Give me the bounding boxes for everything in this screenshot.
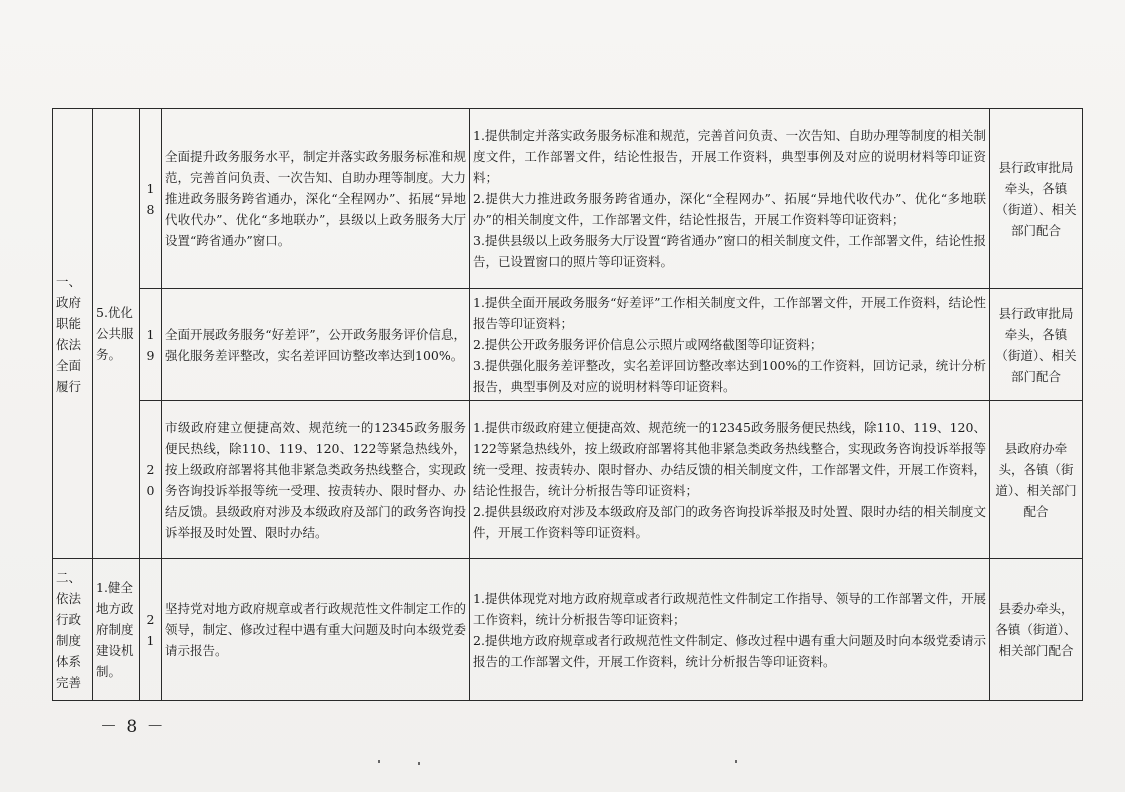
table-row	[53, 559, 1083, 701]
subcategory-cell: 5.优化公共服务。	[93, 109, 140, 559]
requirement-item: 1.提供制定并落实政务服务标准和规范，完善首问负责、一次告知、自助办理等制度的相关制度文件，工作部署文件，结论性报告，开展工作资料，典型事例及对应的说明材料等印证资料；	[473, 128, 986, 185]
requirement-item: 2.提供县级政府对涉及本级政府及部门的政务咨询投诉举报及时处置、限时办结的相关制度文件，开展工作资料等印证资料。	[473, 503, 986, 540]
page-number: － 8 －	[100, 717, 166, 737]
task-cell: 全面提升政务服务水平，制定并落实政务服务标准和规范，完善首问负责、一次告知、自助办理等制度。大力推进政务服务跨省通办，深化“全程网办”、拓展“异地代收代办”、优化“多地联办”，县级以上政务服务大厅设置“跨省通办”窗口。	[162, 109, 470, 289]
requirement-cell	[470, 559, 990, 701]
requirement-item: 3.提供强化服务差评整改，实名差评回访整改率达到100%的工作资料，回访记录，统计分析报告，典型事例及对应的说明材料等印证资料。	[473, 358, 986, 394]
responsible-cell: 县政府办牵头，各镇（街道）、相关部门配合	[990, 401, 1083, 559]
responsible-cell: 县行政审批局牵头，各镇（街道）、相关部门配合	[990, 289, 1083, 401]
row-number: 19	[140, 289, 162, 401]
table-row	[53, 289, 1083, 401]
subcategory-cell: 1.健全地方政府制度建设机制。	[93, 559, 140, 701]
row-number: 20	[140, 401, 162, 559]
requirement-item: 2.提供公开政务服务评价信息公示照片或网络截图等印证资料；	[473, 337, 823, 352]
row-number: 18	[140, 109, 162, 289]
requirement-cell	[470, 401, 990, 559]
requirement-item: 3.提供县级以上政务服务大厅设置“跨省通办”窗口的相关制度文件，工作部署文件，结论性报告，已设置窗口的照片等印证资料。	[473, 233, 986, 269]
requirement-cell	[470, 289, 990, 401]
requirement-item: 1.提供市级政府建立便捷高效、规范统一的12345政务服务便民热线，除110、119、120、122等紧急热线外，按上级政府部署将其他非紧急类政务热线整合，实现政务咨询投诉举报等统一受理、按责转办、限时督办、办结反馈的相关制度文件，工作部署文件，开展工作资料，结论性报告，统计分析报告等印证资料；	[473, 419, 986, 498]
table-row	[53, 401, 1083, 559]
task-cell: 坚持党对地方政府规章或者行政规范性文件制定工作的领导，制定、修改过程中遇有重大问题及时向本级党委请示报告。	[162, 559, 470, 701]
requirement-item: 1.提供全面开展政务服务“好差评”工作相关制度文件，工作部署文件，开展工作资料，结论性报告等印证资料；	[473, 295, 986, 331]
requirement-cell	[470, 109, 990, 289]
row-number: 21	[140, 559, 162, 701]
scan-speck	[735, 760, 737, 763]
requirement-item: 2.提供大力推进政务服务跨省通办，深化“全程网办”、拓展“异地代收代办”、优化“多地联办”的相关制度文件，工作部署文件，结论性报告，开展工作资料等印证资料；	[473, 191, 986, 227]
requirement-item: 1.提供体现党对地方政府规章或者行政规范性文件制定工作指导、领导的工作部署文件，开展工作资料，统计分析报告等印证资料；	[473, 590, 986, 627]
scan-speck	[418, 762, 420, 765]
task-cell: 全面开展政务服务“好差评”，公开政务服务评价信息，强化服务差评整改，实名差评回访整改率达到100%。	[162, 289, 470, 401]
category-cell: 一、政府职能依法全面履行	[53, 109, 93, 559]
requirement-item: 2.提供地方政府规章或者行政规范性文件制定、修改过程中遇有重大问题及时向本级党委请示报告的工作部署文件，开展工作资料，统计分析报告等印证资料。	[473, 632, 986, 669]
task-cell: 市级政府建立便捷高效、规范统一的12345政务服务便民热线，除110、119、120、122等紧急热线外，按上级政府部署将其他非紧急类政务热线整合，实现政务咨询投诉举报等统一受理、按责转办、限时督办、办结反馈。县级政府对涉及本级政府及部门的政务咨询投诉举报及时处置、限时办结。	[162, 401, 470, 559]
assessment-table	[52, 108, 1083, 701]
responsible-cell: 县委办牵头，各镇（街道）、相关部门配合	[990, 559, 1083, 701]
responsible-cell: 县行政审批局牵头，各镇（街道）、相关部门配合	[990, 109, 1083, 289]
table-row	[53, 109, 1083, 289]
category-cell: 二、依法行政制度体系完善	[53, 559, 93, 701]
scan-speck	[378, 760, 380, 763]
